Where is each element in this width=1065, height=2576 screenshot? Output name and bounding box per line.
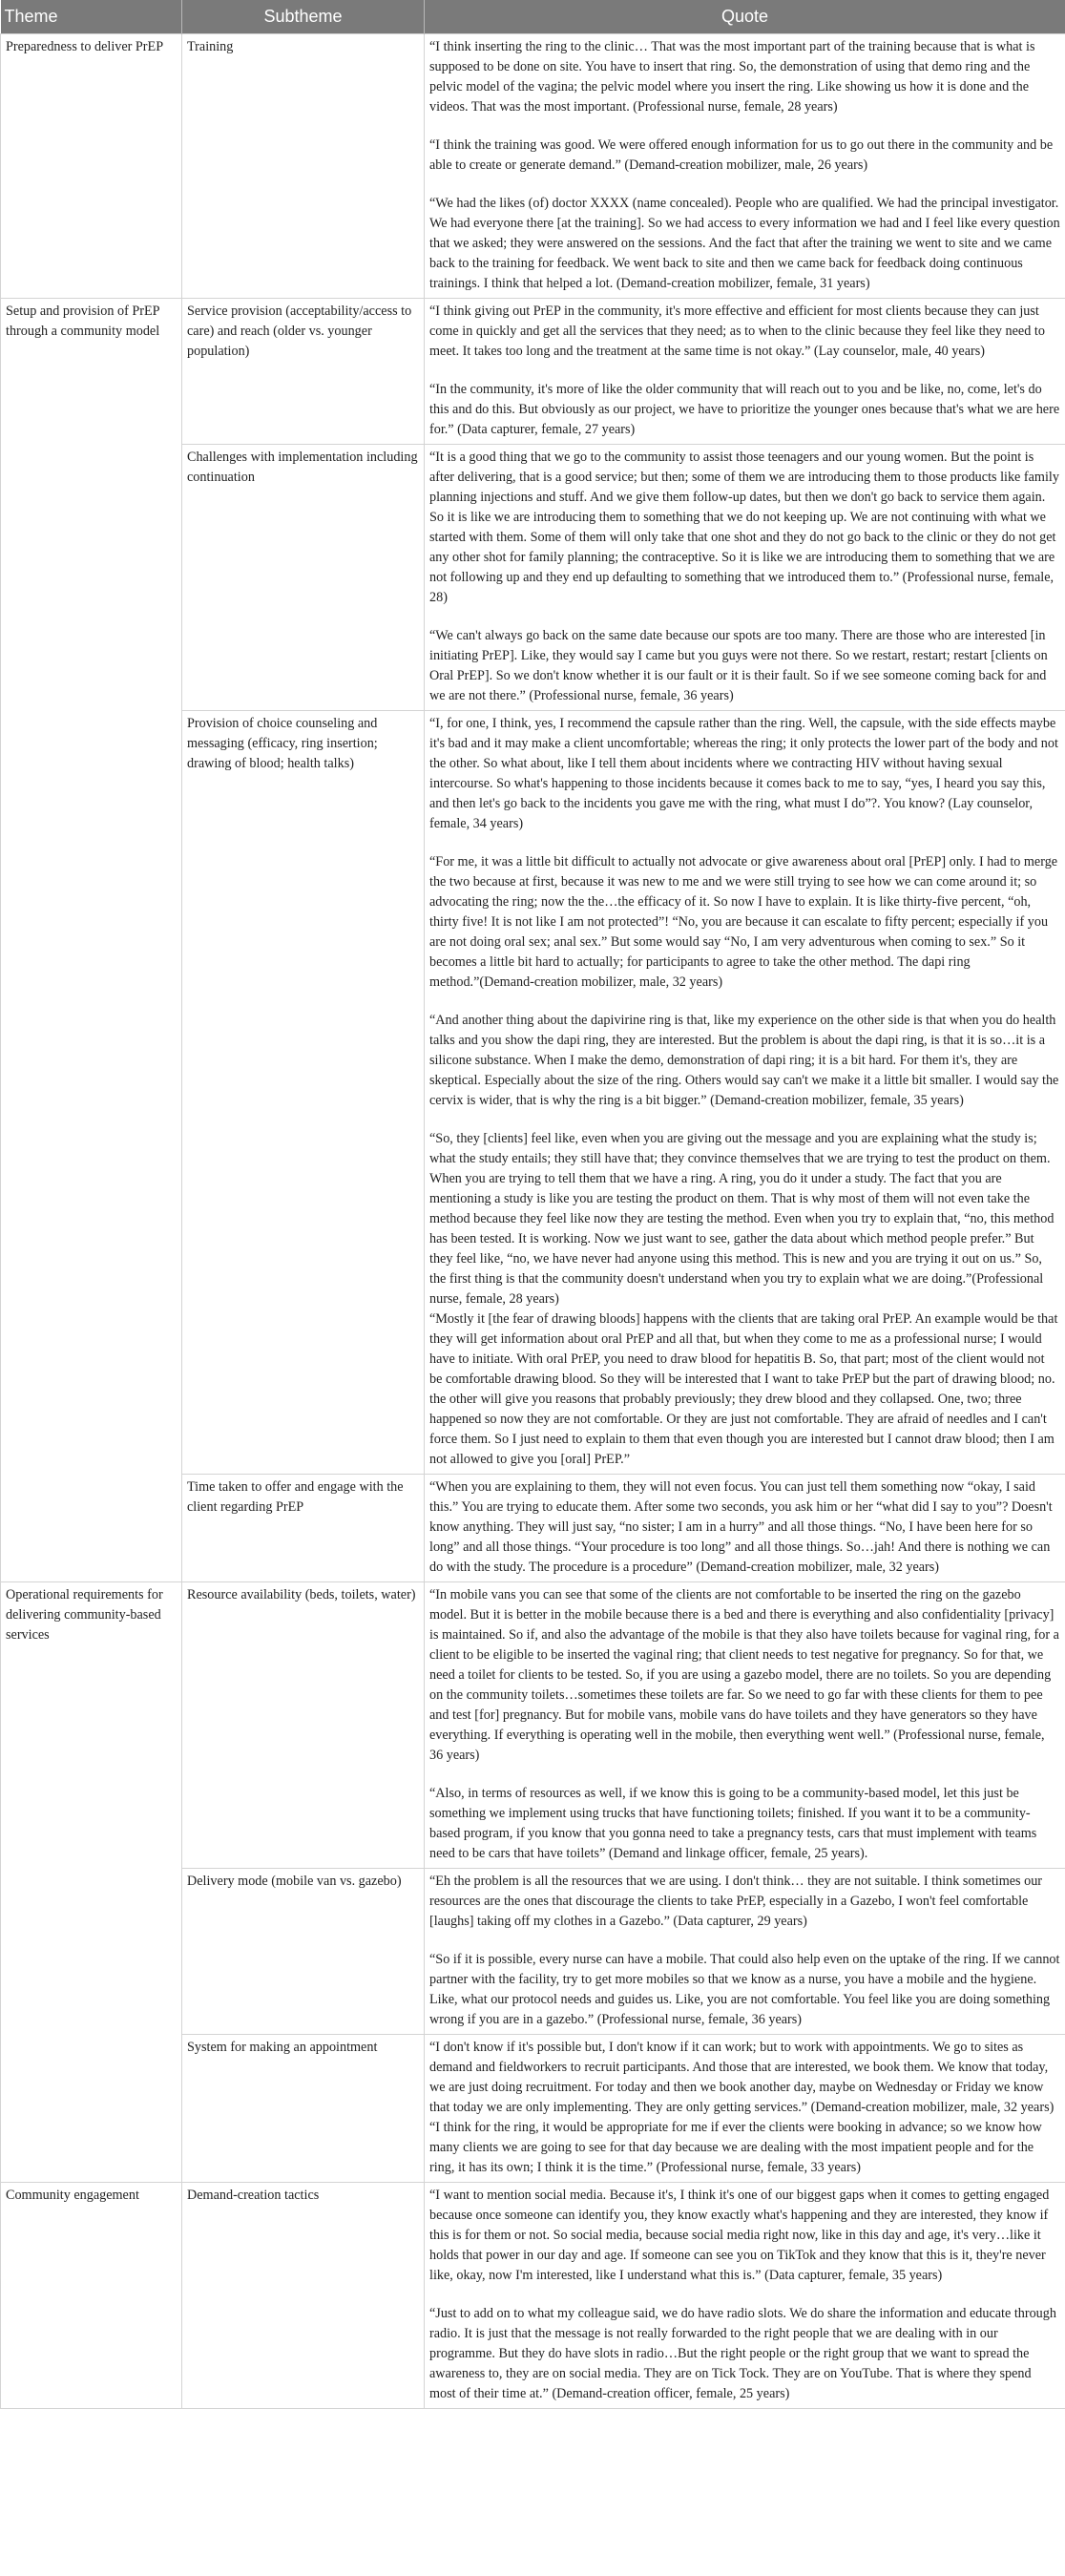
subtheme-cell: Delivery mode (mobile van vs. gazebo) <box>182 1869 425 2035</box>
quote-text: “I think inserting the ring to the clinic… That was the most important part of the training because that is what is supposed to be done on site. You have to insert that ring. So, the demonstration of using that demo ring and the pelvic model of the vagina; the pelvic model where you insert the ring. Like showing us how it is done and the videos. That was the most important. (Professional nurse, female, 28 years) <box>429 39 1035 115</box>
table-row <box>1 299 1065 445</box>
quote-text: “We can't always go back on the same date because our spots are too many. There are those who are interested [in initiating PrEP]. Like, they would say I came but you guys were not there. So we restart, restart; restart [clients on Oral PrEP]. So we don't know whether it is our fault or it is their fault. So if we see someone coming back for and we are not there.” (Professional nurse, female, 36 years) <box>429 628 1048 703</box>
quote-cell <box>425 2035 1065 2183</box>
quote-text: “In the community, it's more of like the older community that will reach out to you and be like, no, come, let's do this and do this. But obviously as our project, we have to prioritize the younger ones because that's what we are here for.” (Data capturer, female, 27 years) <box>429 382 1060 437</box>
table-body <box>1 34 1065 2409</box>
quote-text: “And another thing about the dapivirine ring is that, like my experience on the other side is that when you do health talks and you show the dapi ring, they are interested. But the problem is about the dapi ring, is that it is so…it is a silicone substance. When I make the demo, demonstration of dapi ring; it is a bit hard. For them it's, they are skeptical. Especially about the size of the ring. Others would say can't we make it a little bit smaller. I would say the cervix is wider, that is why the ring is a bit bigger.” (Demand-creation mobilizer, female, 35 years) <box>429 1013 1059 1108</box>
subtheme-cell: Resource availability (beds, toilets, water) <box>182 1582 425 1869</box>
quote-text: “Mostly it [the fear of drawing bloods] happens with the clients that are taking oral PrEP. An example would be that they will get information about oral PrEP and all that, but when they come to me as a professional nurse; I would have to initiate. With oral PrEP, you need to draw blood for hepatitis B. So, that part; most of the client would not be comfortable drawing blood. So they will be interested that I want to take PrEP but the part of drawing blood; no. the other will give you reasons that probably previously; they drew blood and they collapsed. One, two; three happened so now they are not comfortable. Or they are just not comfortable. They are afraid of needles and I can't force them. So I just need to explain to them that even though you are interested but I cannot draw blood; then I am not allowed to give you [oral] PrEP.” <box>429 1311 1058 1467</box>
quote-text: “When you are explaining to them, they will not even focus. You can just tell them something now “okay, I said this.” You are trying to educate them. After some two seconds, you ask him or her “what did I say to you”? Doesn't know anything. They will just say, “no sister; I am in a hurry” and all those things. “No, I have been here for so long” and all those things. “Your procedure is too long” and all those things. So…jah! And there is nothing we can do with the study. The procedure is a procedure” (Demand-creation mobilizer, male, 32 years) <box>429 1479 1053 1575</box>
theme-cell: Community engagement <box>1 2183 182 2409</box>
subtheme-cell: Challenges with implementation including continuation <box>182 445 425 711</box>
theme-cell: Preparedness to deliver PrEP <box>1 34 182 299</box>
quote-text: “So, they [clients] feel like, even when you are giving out the message and you are explaining what the study is; what the study entails; they still have that; they convince themselves that we are trying to test the product on them. When you are trying to tell them that we have a ring. A ring, you do it under a study. The fact that you are mentioning a study is like you are testing the product on them. That is why most of them will not even take the method because they feel like now they are testing the method. Even when you try to explain that, “no, this method has been tested. It is working. Now we just want to see, gather the data about which method people prefer.” But they feel like, “no, we have never had anyone using this method. This is new and you are trying it out on us.” So, the first thing is that the community doesn't understand when you try to explain what we are doing.”(Professional nurse, female, 28 years) <box>429 1131 1055 1307</box>
subtheme-cell: Provision of choice counseling and messaging (efficacy, ring insertion; drawing of blood; health talks) <box>182 711 425 1475</box>
subtheme-cell: Demand-creation tactics <box>182 2183 425 2409</box>
quote-text: “I think giving out PrEP in the community, it's more effective and efficient for most clients because they can just come in quickly and get all the services that they need; as to when to the clinic because they feel like they need to meet. It takes too long and the treatment at the same time is not okay.” (Lay counselor, male, 40 years) <box>429 304 1045 359</box>
quote-cell <box>425 299 1065 445</box>
quote-cell <box>425 2183 1065 2409</box>
quote-text: “Eh the problem is all the resources that we are using. I don't think… they are not suitable. I think sometimes our resources are the ones that discourage the clients to take PrEP, especially in a Gazebo, I won't feel comfortable [laughs] taking off my clothes in a Gazebo.” (Data capturer, 29 years) <box>429 1874 1043 1929</box>
quote-cell <box>425 445 1065 711</box>
quote-text: “It is a good thing that we go to the community to assist those teenagers and our young women. But the point is after delivering, that is a good service; but then; some of them we are introducing them to those products like family planning injections and stuff. And we give them follow-up dates, but then we don't go back to service them again. So it is like we are introducing them to something that we do not keeping up. We are not continuing with what we started with them. Some of them will only take that one shot and they do not go back to the clinic or they do not get any other shot for family planning; the contraceptive. So it is like we are introducing them to something that we are not following up and they end up defaulting to something that we introduced them to.” (Professional nurse, female, 28) <box>429 450 1059 605</box>
subtheme-cell: Service provision (acceptability/access to care) and reach (older vs. younger population) <box>182 299 425 445</box>
subtheme-cell: System for making an appointment <box>182 2035 425 2183</box>
subtheme-cell: Time taken to offer and engage with the client regarding PrEP <box>182 1475 425 1582</box>
quote-text: “I, for one, I think, yes, I recommend the capsule rather than the ring. Well, the capsule, with the side effects maybe it's bad and it may make a client uncomfortable; whereas the ring; it only protects the lower part of the body and not the other. So what about, like I tell them about incidents where we contracting HIV without having sexual intercourse. So what's happening to those incidents because it comes back to me to say, “yes, I heard you say this, and then let's go back to the incidents you gave me with the ring, what must I do”?. You know? (Lay counselor, female, 34 years) <box>429 716 1058 831</box>
quote-cell <box>425 34 1065 299</box>
quote-text: “Also, in terms of resources as well, if we know this is going to be a community-based model, let this just be something we implement using trucks that have functioning toilets; finished. If you want it to be a community-based program, if you know that you gonna need to take a pregnancy tests, cars that must implement with teams need to be cars that have toilets” (Demand and linkage officer, female, 25 years). <box>429 1786 1037 1861</box>
quote-text: “So if it is possible, every nurse can have a mobile. That could also help even on the uptake of the ring. If we cannot partner with the facility, try to get more mobiles so that we know as a nurse, you have a mobile and the hygiene. Like, what our protocol needs and guides us. Like, you are not comfortable. You feel like you are doing something wrong if you are in a gazebo.” (Professional nurse, female, 36 years) <box>429 1952 1060 2027</box>
quote-text: “I want to mention social media. Because it's, I think it's one of our biggest gaps when it comes to getting engaged because once someone can identify you, they know exactly what's happening and they are interested, they know if this is for them or not. So social media, because social media right now, like in this day and age, it's very…like it holds that power in our day and age. If someone can see you on TikTok and they know that this is it, they're never like, okay, now I'm interested, like I understand what this is.” (Data capturer, female, 35 years) <box>429 2188 1050 2283</box>
quote-cell <box>425 1475 1065 1582</box>
quote-text: “Just to add on to what my colleague said, we do have radio slots. We do share the information and educate through radio. It is just that the message is not really forwarded to the right people that we are dealing with in our programme. But they do have slots in radio…But the right people or the right group that we want to spread the awareness to, they are on social media. They are on Tick Tock. They are on YouTube. That is where they spend most of their time at.” (Demand-creation officer, female, 25 years) <box>429 2306 1056 2401</box>
quote-text: “I don't know if it's possible but, I don't know if it can work; but to work with appointments. We go to sites as demand and fieldworkers to recruit participants. And those that are interested, we book them. We know that today, we are just doing recruitment. For today and then we book another day, maybe on Wednesday or Friday we know that today we are only implementing. They are only getting services.” (Demand-creation mobilizer, male, 32 years) “I think for the ring, it would be appropriate for me if ever the clients were booking in advance; so we know how many clients we are going to see for that day because we are dealing with the most impatient people and for the ring, it has its own; I think it is the time.” (Professional nurse, female, 33 years) <box>429 2040 1055 2175</box>
header-subtheme: Subtheme <box>182 0 425 34</box>
quote-cell <box>425 1869 1065 2035</box>
quote-text: “I think the training was good. We were offered enough information for us to go out there in the community and be able to create or generate demand.” (Demand-creation mobilizer, male, 26 years) <box>429 137 1054 173</box>
theme-cell: Setup and provision of PrEP through a community model <box>1 299 182 1582</box>
header-theme: Theme <box>1 0 182 34</box>
quote-text: “We had the likes (of) doctor XXXX (name concealed). People who are qualified. We had the principal investigator. We had everyone there [at the training]. So we had access to every information we had and I feel like every question that we asked; they were answered on the sessions. And the fact that after the training we went to site and we came back to the training for feedback. We went back to site and then we came back for feedback doing continuous trainings. I think that helped a lot. (Demand-creation mobilizer, female, 31 years) <box>429 196 1060 291</box>
table-row <box>1 2183 1065 2409</box>
quote-cell <box>425 1582 1065 1869</box>
quote-text: “For me, it was a little bit difficult to actually not advocate or give awareness about oral [PrEP] only. I had to merge the two because at first, because it was new to me and we were still trying to see how we can come around it; so advocating the ring; now the the…the efficacy of it. So now I have to explain. It is like thirty-five percent, “oh, thirty five! It is not like I am not protected”! “No, you are because it can escalate to fifty percent; especially if you are not doing oral sex; anal sex.” But some would say “No, I am very adventurous when coming to sex.” So it becomes a little bit hard to actually; for participants to agree to take the other method. The dapi ring method.”(Demand-creation mobilizer, male, 32 years) <box>429 854 1058 990</box>
quote-cell <box>425 711 1065 1475</box>
subtheme-cell: Training <box>182 34 425 299</box>
theme-cell: Operational requirements for delivering community-based services <box>1 1582 182 2183</box>
table-header <box>1 0 1065 34</box>
table-row <box>1 1582 1065 1869</box>
quote-text: “In mobile vans you can see that some of the clients are not comfortable to be inserted the ring on the gazebo model. But it is better in the mobile because there is a bed and there is everything and also confidentiality [privacy] is maintained. So if, and also the advantage of the mobile is that they also have toilets because for vaginal ring, for a client to be eligible to be inserted the vaginal ring; that client needs to test negative for pregnancy. So for that, we need a toilet for clients to be tested. So, if you are using a gazebo model, there are no toilets. So you are depending on the community toilets…sometimes these toilets are far. So we need to go far with these clients for them to pee and test [for] pregnancy. But for mobile vans, mobile vans do have toilets and they have generators so they have everything. If everything is operating well in the mobile, then everything went well.” (Professional nurse, female, 36 years) <box>429 1587 1059 1763</box>
table-row <box>1 34 1065 299</box>
header-quote: Quote <box>425 0 1065 34</box>
